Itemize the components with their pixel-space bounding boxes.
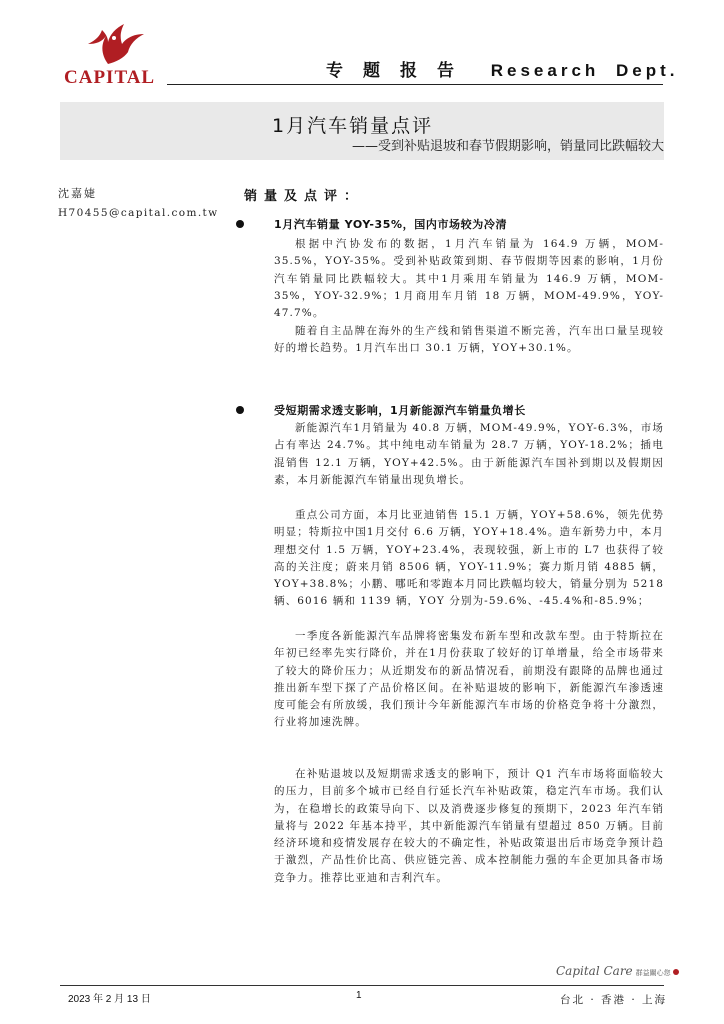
bullet-dot-icon [236,220,244,228]
brand-dot-icon [673,969,679,975]
page-subtitle: ——受到补贴退坡和春节假期影响，销量同比跌幅较大 [351,139,664,154]
header-divider [167,84,663,85]
paragraph: 重点公司方面，本月比亚迪销售 15.1 万辆，YOY+58.6%，领先优势明显；特斯拉中国1月交付 6.6 万辆，YOY+18.4%。造车新势力中，本月理想交付 1.5 万辆，YOY+23.4%，表现较强，新上市的 L7 也获得了较高的关注度；蔚来月销 8506 辆，YOY-11.9%；赛力斯月销 4885 辆，YOY+38.8%；小鹏、哪吒和零跑本月同比跌幅均较大，销量分别为 5218 辆、6016 辆和 1139 辆，YOY 分别为-59.6%、-45.4%和-85.9%； [274,509,664,608]
brand-name: Capital Care [556,964,633,978]
section-heading: 销量及点评： [244,189,365,204]
company-logo [62,22,172,88]
bullet-heading: 1月汽车销量 YOY-35%，国内市场较为冷清 [274,218,508,231]
paragraph: 根据中汽协发布的数据，1月汽车销量为 164.9 万辆，MOM-35.5%，YOY-35%。受到补贴政策到期、春节假期等因素的影响，1月份汽车销量同比跌幅较大。其中1月乘用车销量为 146.9 万辆，MOM-35%，YOY-32.9%；1月商用车月销 18 万辆，MOM-49.9%，YOY-47.7%。 [274,238,664,320]
footer-date: 2023 年 2 月 13 日 [68,994,151,1005]
footer-cities: 台北 · 香港 · 上海 [560,994,668,1006]
capital-care-brand [556,964,679,978]
brand-cn: 群益關心您 [635,969,671,977]
footer-divider [60,985,664,986]
author-name: 沈嘉婕 [58,187,97,200]
bullet-heading: 受短期需求透支影响，1月新能源汽车销量负增长 [274,404,526,417]
author-email[interactable]: H70455@capital.com.tw [58,207,219,219]
eagle-logo-icon [76,22,146,66]
conclusion-paragraph: 在补贴退坡以及短期需求透支的影响下，预计 Q1 汽车市场将面临较大的压力，目前多个城市已经自行延长汽车补贴政策，稳定汽车市场。我们认为，在稳增长的政策导向下、以及消费逐步修复的预期下，2023 年汽车销量将与 2022 年基本持平，其中新能源汽车销量有望超过 850 万辆。目前经济环境和疫情发展存在较大的不确定性，补贴政策退出后市场竞争预计趋于激烈，产品性价比高、供应链完善、成本控制能力强的车企更加具备市场竞争力。推荐比亚迪和吉利汽车。 [274,768,664,884]
page-number: 1 [356,990,362,1001]
logo-text: CAPITAL [64,67,156,88]
paragraph: 新能源汽车1月销量为 40.8 万辆，MOM-49.9%，YOY-6.3%，市场占有率达 24.7%。其中纯电动车销量为 28.7 万辆，YOY-18.2%；插电混销售 12.1 万辆，YOY+42.5%。由于新能源汽车国补到期以及假期因素，本月新能源汽车销量出现负增长。 [274,422,664,486]
paragraph: 一季度各新能源汽车品牌将密集发布新车型和改款车型。由于特斯拉在年初已经率先实行降价，并在1月份获取了较好的订单增量，给全市场带来了较大的降价压力；从近期发布的新品情况看，前期没有跟降的品牌也通过推出新车型下探了产品价格区间。在补贴退坡的影响下，新能源汽车渗透速度可能会有所放缓，我们预计今年新能源汽车市场的价格竞争将十分激烈，行业将加速洗牌。 [274,630,664,729]
paragraph: 随着自主品牌在海外的生产线和销售渠道不断完善，汽车出口量呈现较好的增长趋势。1月汽车出口 30.1 万辆，YOY+30.1%。 [274,325,664,355]
report-type: 专题报告 [326,61,474,80]
research-dept: Research Dept. [490,61,679,80]
report-header [326,56,679,81]
page-title: 1月汽车销量点评 [272,115,434,137]
bullet-dot-icon [236,406,244,414]
